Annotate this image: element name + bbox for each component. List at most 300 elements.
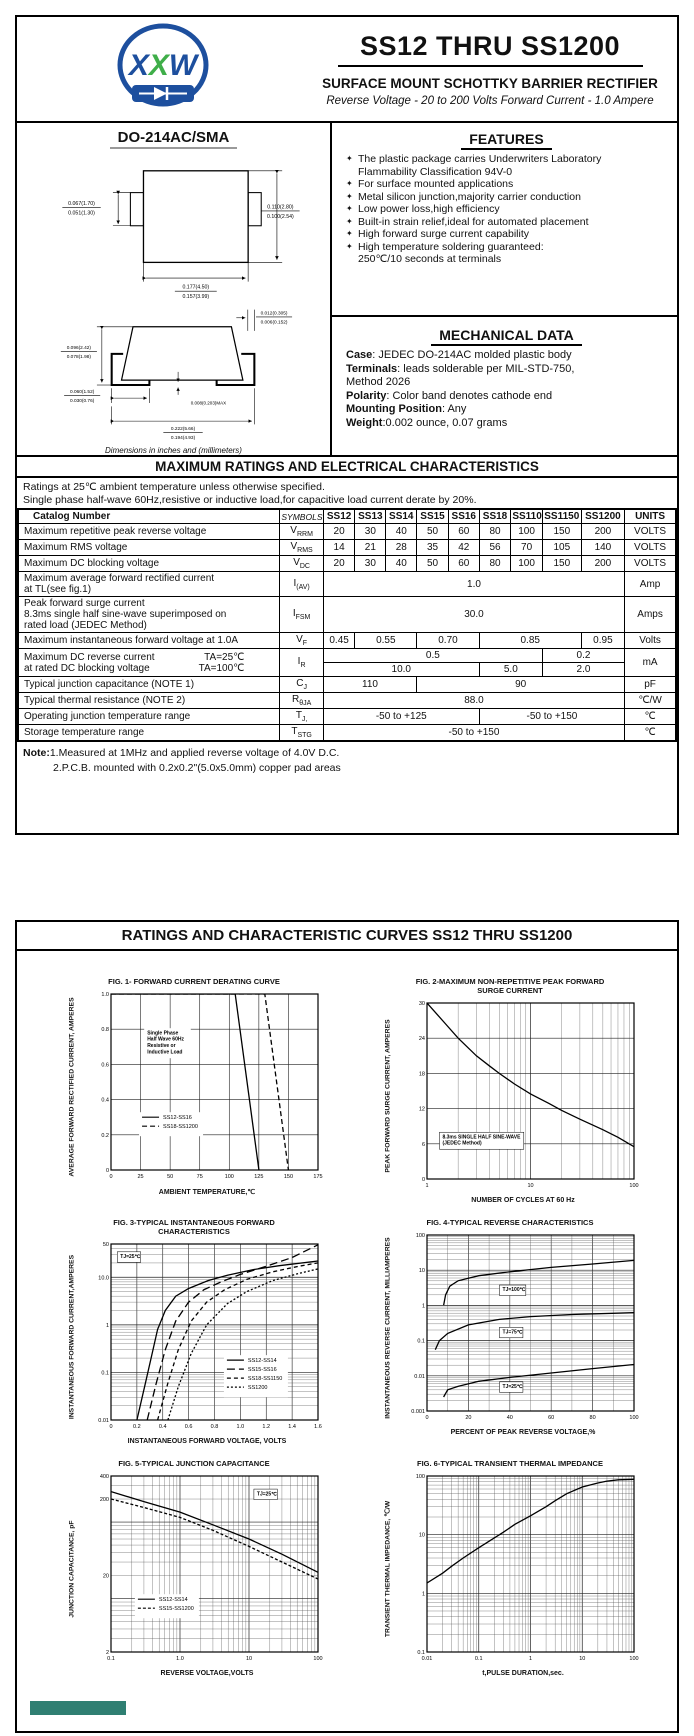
svg-text:0.6: 0.6 (184, 1424, 193, 1430)
svg-text:0.2: 0.2 (133, 1424, 141, 1430)
value-cell: 14 (323, 540, 355, 556)
part-header-cell: SS110 (512, 511, 542, 522)
value-cell: 50 (417, 556, 449, 572)
value-cell: -50 to +150 (323, 725, 624, 742)
svg-text:0.1: 0.1 (101, 1370, 109, 1377)
row-label-cell: Operating junction temperature range (18, 709, 280, 725)
part-header-cell: SS13 (355, 509, 386, 524)
value-cell: -50 to +125 (323, 709, 479, 725)
value-cell: 40 (386, 524, 417, 540)
svg-text:6: 6 (421, 1141, 425, 1148)
figure-title: FIG. 3-TYPICAL INSTANTANEOUS FORWARD CHARACTERISTICS (113, 1218, 275, 1236)
svg-text:1.2: 1.2 (262, 1424, 271, 1430)
value-cell: 30.0 (323, 597, 624, 633)
y-axis-label: TRANSIENT THERMAL IMPEDANCE, ℃/W (384, 1500, 392, 1638)
table-row (18, 649, 676, 663)
ratings-condition-line: Ratings at 25℃ ambient temperature unless otherwise specified. (23, 481, 325, 493)
svg-text:Resistive or: Resistive or (147, 1043, 176, 1049)
mechanical-item-text: : JEDEC DO-214AC molded plastic body (372, 349, 572, 361)
features-list (346, 153, 667, 266)
value-cell: 80 (479, 524, 511, 540)
svg-text:0.1: 0.1 (107, 1656, 115, 1662)
series-line (444, 1260, 634, 1305)
table-row (18, 540, 676, 556)
svg-text:10: 10 (418, 1532, 425, 1539)
feature-text: Low power loss,high efficiency (358, 203, 500, 215)
svg-text:0.01: 0.01 (421, 1656, 433, 1662)
svg-text:20: 20 (102, 1573, 109, 1580)
doc-tagline: Reverse Voltage - 20 to 200 Volts Forward Current - 1.0 Ampere (326, 95, 654, 107)
svg-text:0.096(2.42): 0.096(2.42) (66, 345, 91, 351)
svg-text:0.1: 0.1 (474, 1656, 483, 1662)
value-cell: 140 (581, 540, 624, 556)
part-header-cell: SS16 (448, 509, 479, 524)
y-axis-label: INSTANTANEOUS REVERSE CURRENT, MILLIAMPERES (384, 1237, 392, 1419)
svg-text:20: 20 (465, 1415, 472, 1421)
legend (224, 1355, 288, 1397)
value-cell: 200 (581, 524, 624, 540)
svg-text:200: 200 (99, 1497, 109, 1504)
svg-text:2: 2 (105, 1650, 109, 1656)
svg-text:0.2: 0.2 (101, 1132, 109, 1139)
feature-item (346, 203, 667, 216)
feature-text: High forward surge current capability (358, 228, 529, 240)
svg-text:0.067(1.70): 0.067(1.70) (67, 200, 95, 207)
feature-text: 250℃/10 seconds at terminals (358, 253, 502, 265)
svg-text:12: 12 (418, 1106, 425, 1113)
svg-text:0.157(3.99): 0.157(3.99) (181, 294, 209, 301)
svg-text:0.1: 0.1 (417, 1338, 425, 1345)
value-cell: 110 (323, 677, 416, 693)
row-label-cell: Maximum DC blocking voltage (18, 556, 280, 572)
part-header-cell: SS12 (323, 509, 355, 524)
table-row (18, 725, 676, 742)
mechanical-item (346, 390, 667, 404)
feature-item (346, 191, 667, 204)
feature-item (346, 228, 667, 241)
svg-text:0.6: 0.6 (101, 1062, 109, 1069)
svg-text:100: 100 (224, 1174, 234, 1180)
value-cell: 70 (511, 540, 543, 556)
svg-text:1.4: 1.4 (288, 1424, 296, 1430)
value-cell: 40 (386, 556, 417, 572)
value-cell: 30 (355, 524, 386, 540)
plot-fig5 (85, 1470, 329, 1668)
brand-logo (17, 17, 309, 121)
svg-text:0.177(4.50): 0.177(4.50) (181, 284, 209, 291)
legend (139, 1112, 203, 1136)
mechanical-item (346, 417, 667, 431)
value-cell: 5.0 (479, 663, 542, 677)
package-caption: Dimensions in inches and (millimeters) (105, 446, 242, 455)
feature-item (346, 178, 667, 191)
svg-text:0.078(1.98): 0.078(1.98) (66, 354, 91, 360)
svg-text:TJ=25℃: TJ=25℃ (256, 1491, 277, 1498)
svg-text:0: 0 (109, 1174, 113, 1180)
row-label-cell: Maximum RMS voltage (18, 540, 280, 556)
svg-text:18: 18 (418, 1071, 425, 1078)
figure-fig2 (355, 977, 665, 1204)
bullet-icon: ✦ (346, 216, 353, 226)
svg-text:0.008(0.203)MAX: 0.008(0.203)MAX (190, 400, 226, 406)
plot-fig1 (85, 988, 329, 1186)
svg-text:150: 150 (283, 1174, 294, 1180)
legend-label: SS12-SS14 (158, 1597, 188, 1604)
mechanical-item (346, 376, 667, 390)
unit-cell: Volts (625, 633, 676, 649)
legend-label: SS18-SS1150 (247, 1376, 283, 1383)
unit-cell: VOLTS (625, 540, 676, 556)
value-cell: 20 (323, 556, 355, 572)
bullet-icon: ✦ (346, 154, 353, 163)
legend-label: SS12-SS14 (247, 1358, 277, 1365)
value-cell: 0.45 (323, 633, 355, 649)
svg-text:0.060(1.52): 0.060(1.52) (69, 390, 94, 396)
series-line (111, 994, 259, 1170)
feature-item (346, 241, 667, 266)
mechanical-item-text: :0.002 ounce, 0.07 grams (382, 416, 508, 429)
value-cell: 60 (448, 556, 479, 572)
svg-text:24: 24 (418, 1036, 425, 1043)
brand-logo-icon (115, 23, 211, 115)
svg-text:XXW: XXW (128, 49, 198, 82)
symbol-cell: $C_J$ (280, 677, 323, 693)
text-column (332, 123, 677, 455)
features-heading: FEATURES (346, 131, 667, 147)
table-row (18, 597, 676, 633)
svg-text:TJ=75℃: TJ=75℃ (502, 1329, 523, 1336)
value-cell: 100 (511, 556, 543, 572)
svg-text:10: 10 (245, 1656, 253, 1662)
svg-text:0.110(2.80): 0.110(2.80) (266, 204, 294, 211)
value-cell: 30 (355, 556, 386, 572)
svg-text:1: 1 (421, 1591, 425, 1598)
legend-label: SS15-SS16 (247, 1367, 277, 1374)
package-name: DO-214AC/SMA (110, 129, 238, 149)
table-row (18, 524, 676, 540)
ratings-condition-line: Single phase half-wave 60Hz,resistive or inductive load,for capacitive load current derate by 20%. (23, 493, 477, 506)
doc-title: SS12 THRU SS1200 (359, 31, 621, 61)
mechanical-item (346, 349, 667, 363)
svg-text:50: 50 (102, 1242, 109, 1248)
row-label-cell: Storage temperature range (18, 725, 280, 742)
figure-grid (17, 951, 677, 1677)
units-header-cell: UNITS (625, 509, 676, 524)
value-cell: 150 (542, 556, 581, 572)
symbols-header-cell: SYMBOLS (280, 509, 323, 524)
package-outline-section (17, 123, 332, 455)
table-row (18, 633, 676, 649)
svg-text:0: 0 (109, 1424, 113, 1430)
catalog-header-cell: Catalog Number (18, 509, 280, 524)
symbol-cell: $V_F$ (280, 633, 323, 649)
symbol-cell: $V_{RMS}$ (280, 540, 323, 556)
value-cell: 1.0 (323, 572, 624, 597)
svg-text:0.006(0.152): 0.006(0.152) (260, 320, 288, 326)
svg-text:10.0: 10.0 (98, 1275, 109, 1282)
row-label-cell: Maximum DC reverse current TA=25℃ at rated DC blocking voltage TA=100℃ (18, 649, 280, 677)
body-columns (17, 123, 677, 455)
svg-text:0: 0 (421, 1177, 425, 1183)
value-cell: 88.0 (323, 693, 624, 709)
value-cell: 150 (542, 524, 581, 540)
y-axis-label: PEAK FORWARD SURGE CURRENT, AMPERES (384, 1019, 392, 1173)
mechanical-data-section (332, 315, 677, 455)
row-label-cell: Typical thermal resistance (NOTE 2) (18, 693, 280, 709)
table-row (18, 709, 676, 725)
legend-label: SS12-SS16 (163, 1115, 192, 1122)
value-cell: 42 (448, 540, 479, 556)
unit-cell: VOLTS (625, 524, 676, 540)
x-axis-label: REVERSE VOLTAGE,VOLTS (160, 1670, 254, 1677)
symbol-cell: $I_{FSM}$ (280, 597, 323, 633)
svg-text:0.030(0.76): 0.030(0.76) (69, 399, 94, 405)
ratings-table (17, 508, 677, 742)
svg-text:100: 100 (629, 1656, 639, 1662)
plot-fig4 (401, 1229, 645, 1427)
feature-item (346, 216, 667, 229)
svg-text:100: 100 (629, 1183, 639, 1189)
value-cell: 0.5 (323, 649, 542, 663)
value-cell: 80 (479, 556, 511, 572)
value-cell: 0.70 (417, 633, 480, 649)
value-cell: 0.2 (542, 649, 624, 663)
part-header-cell: SS1150 (544, 511, 580, 522)
svg-text:10: 10 (579, 1656, 586, 1662)
svg-text:0.222(5.66): 0.222(5.66) (170, 427, 195, 433)
value-cell: 35 (417, 540, 449, 556)
svg-text:1: 1 (425, 1183, 429, 1189)
plot-fig3 (85, 1238, 329, 1436)
value-cell: 56 (479, 540, 511, 556)
row-label-cell: Maximum repetitive peak reverse voltage (18, 524, 280, 540)
bullet-icon: ✦ (346, 241, 353, 251)
plot-annotation (254, 1489, 277, 1500)
bullet-icon: ✦ (346, 229, 353, 238)
package-top-view-drawing (43, 149, 305, 306)
legend-label: SS1200 (247, 1385, 268, 1392)
y-axis-label: AVERAGE FORWARD RECTIFIED CURRENT, AMPERES (68, 997, 76, 1177)
svg-text:0: 0 (425, 1415, 429, 1421)
symbol-cell: $V_{RRM}$ (280, 524, 323, 540)
plot-annotation (439, 1132, 523, 1149)
symbol-cell: $I_R$ (280, 649, 323, 677)
value-cell: 105 (542, 540, 581, 556)
value-cell: 2.0 (542, 663, 624, 677)
svg-text:0.8: 0.8 (210, 1424, 219, 1430)
mechanical-item-text: : Any (441, 403, 467, 415)
svg-text:400: 400 (99, 1474, 109, 1480)
value-cell: 60 (448, 524, 479, 540)
svg-text:1: 1 (528, 1656, 533, 1662)
mechanical-item-label: Terminals (346, 362, 398, 375)
figure-title: FIG. 4-TYPICAL REVERSE CHARACTERISTICS (426, 1218, 594, 1227)
header (17, 17, 677, 123)
plot-annotation (500, 1285, 526, 1296)
symbol-cell: $I_{(AV)}$ (280, 572, 323, 597)
svg-text:1.0: 1.0 (176, 1656, 184, 1662)
row-label-cell: Peak forward surge current 8.3ms single half sine-wave superimposed on rated load (JEDEC Method) (18, 597, 280, 633)
svg-text:125: 125 (254, 1174, 264, 1180)
svg-text:Single Phase: Single Phase (147, 1030, 179, 1037)
unit-cell: ℃/W (625, 693, 676, 709)
row-label-cell: Maximum average forward rectified current at TL(see fig.1) (18, 572, 280, 597)
value-cell: -50 to +150 (479, 709, 624, 725)
svg-text:TJ=25℃: TJ=25℃ (120, 1254, 141, 1260)
figure-fig3 (39, 1218, 349, 1445)
svg-text:0.1: 0.1 (417, 1650, 425, 1656)
bullet-icon: ✦ (346, 179, 353, 188)
value-cell: 20 (323, 524, 355, 540)
svg-text:8.3ms SINGLE HALF SINE-WAVE: 8.3ms SINGLE HALF SINE-WAVE (442, 1134, 521, 1141)
mechanical-item-text: : leads solderable per MIL-STD-750, (397, 362, 575, 375)
svg-text:50: 50 (167, 1174, 174, 1180)
figure-fig5 (39, 1459, 349, 1677)
svg-text:100: 100 (415, 1474, 425, 1480)
svg-text:10: 10 (527, 1183, 534, 1189)
figure-title: FIG. 5-TYPICAL JUNCTION CAPACITANCE (118, 1459, 270, 1468)
mechanical-item-text: : Color band denotes cathode end (386, 389, 553, 402)
svg-text:0.051(1.30): 0.051(1.30) (67, 210, 95, 217)
feature-text: Built-in strain relief,ideal for automated placement (358, 215, 589, 228)
svg-text:Half Wave 60Hz: Half Wave 60Hz (147, 1036, 184, 1043)
svg-text:80: 80 (589, 1415, 596, 1421)
plot-fig2 (401, 997, 645, 1195)
svg-text:0.4: 0.4 (101, 1097, 109, 1104)
figure-fig1 (39, 977, 349, 1204)
page-1 (15, 15, 679, 835)
svg-text:40: 40 (506, 1415, 513, 1421)
svg-text:0.8: 0.8 (101, 1027, 109, 1034)
svg-text:1.6: 1.6 (314, 1424, 322, 1430)
table-row (18, 572, 676, 597)
svg-text:25: 25 (137, 1174, 144, 1180)
svg-text:TJ=100℃: TJ=100℃ (502, 1287, 526, 1294)
value-cell: 10.0 (323, 663, 479, 677)
row-label-cell: Maximum instantaneous forward voltage at 1.0A (18, 633, 280, 649)
mechanical-item-text: Method 2026 (346, 376, 411, 388)
svg-text:100: 100 (629, 1415, 639, 1421)
mechanical-lines (346, 349, 667, 430)
svg-text:0.01: 0.01 (414, 1373, 425, 1380)
svg-text:0: 0 (105, 1168, 109, 1174)
value-cell: 50 (417, 524, 449, 540)
mechanical-item (346, 403, 667, 417)
svg-text:0.012(0.305): 0.012(0.305) (260, 311, 288, 317)
unit-cell: mA (625, 649, 676, 677)
plot-annotation (144, 1028, 191, 1058)
part-header-cell: SS18 (479, 509, 511, 524)
title-block (309, 17, 677, 121)
title-rule (338, 65, 643, 67)
mechanical-item-label: Weight (346, 416, 383, 429)
mechanical-item-label: Polarity (346, 389, 387, 402)
note-line: Note:1.Measured at 1MHz and applied reverse voltage of 4.0V D.C. (23, 747, 340, 759)
plot-annotation (117, 1252, 140, 1263)
bullet-icon: ✦ (346, 204, 353, 213)
unit-cell: ℃ (625, 725, 676, 742)
feature-text: The plastic package carries Underwriters Laboratory (358, 153, 602, 165)
value-cell: 28 (386, 540, 417, 556)
plot-annotation (500, 1327, 523, 1338)
series-line (111, 1492, 318, 1573)
note-line: 2.P.C.B. mounted with 0.2x0.2"(5.0x5.0mm) copper pad areas (53, 762, 341, 774)
svg-text:60: 60 (548, 1415, 555, 1421)
svg-text:0.4: 0.4 (158, 1424, 167, 1430)
plot-annotation (500, 1382, 523, 1393)
svg-text:1: 1 (421, 1303, 425, 1310)
unit-cell: Amp (625, 572, 676, 597)
y-axis-label: INSTANTANEOUS FORWARD CURRENT,AMPERES (68, 1254, 76, 1420)
svg-text:Inductive Load: Inductive Load (147, 1049, 183, 1056)
footer-accent-bar (30, 1701, 126, 1715)
value-cell: 0.95 (581, 633, 624, 649)
figure-title: FIG. 6-TYPICAL TRANSIENT THERMAL IMPEDANCE (417, 1459, 603, 1468)
part-header-cell: SS1200 (581, 509, 624, 524)
plot-fig6 (401, 1470, 645, 1668)
svg-text:10: 10 (418, 1268, 425, 1275)
bullet-icon: ✦ (346, 191, 353, 201)
symbol-cell: $V_{DC}$ (280, 556, 323, 572)
feature-item (346, 153, 667, 178)
svg-text:0.001: 0.001 (411, 1409, 425, 1415)
x-axis-label: NUMBER OF CYCLES AT 60 Hz (471, 1197, 575, 1204)
part-header-cell: SS14 (386, 509, 417, 524)
svg-text:100: 100 (415, 1233, 425, 1239)
svg-text:0.01: 0.01 (98, 1418, 109, 1424)
part-header-cell: SS15 (417, 509, 449, 524)
notes (17, 742, 677, 780)
svg-text:TJ=25℃: TJ=25℃ (502, 1384, 523, 1391)
value-cell: 100 (511, 524, 543, 540)
unit-cell: ℃ (625, 709, 676, 725)
features-section (332, 123, 677, 315)
figure-title: FIG. 2-MAXIMUM NON-REPETITIVE PEAK FORWARD SURGE CURRENT (415, 977, 605, 995)
y-axis-label: JUNCTION CAPACITANCE, pF (68, 1520, 76, 1618)
svg-text:30: 30 (418, 1001, 425, 1007)
mechanical-item (346, 363, 667, 377)
row-label-cell: Typical junction capacitance (NOTE 1) (18, 677, 280, 693)
svg-text:(JEDEC Method): (JEDEC Method) (442, 1140, 482, 1147)
svg-text:1: 1 (105, 1322, 109, 1329)
mechanical-item-label: Case (346, 349, 373, 361)
svg-text:0.194(4.93): 0.194(4.93) (170, 436, 195, 442)
svg-text:75: 75 (196, 1174, 203, 1180)
value-cell: 90 (417, 677, 625, 693)
feature-text: Metal silicon junction,majority carrier conduction (358, 190, 581, 203)
legend (135, 1594, 199, 1618)
figure-fig4 (355, 1218, 665, 1445)
feature-text: For surface mounted applications (358, 178, 514, 190)
figure-fig6 (355, 1459, 665, 1677)
unit-cell: pF (625, 677, 676, 693)
unit-cell: Amps (625, 597, 676, 633)
table-row (18, 677, 676, 693)
curves-heading: RATINGS AND CHARACTERISTIC CURVES SS12 THRU SS1200 (17, 922, 677, 951)
symbol-cell: $T_{STG}$ (280, 725, 323, 742)
table-header-row (18, 509, 676, 524)
mechanical-heading: MECHANICAL DATA (346, 327, 667, 343)
legend-label: SS15-SS1200 (158, 1606, 194, 1613)
table-row (18, 693, 676, 709)
doc-subtitle: SURFACE MOUNT SCHOTTKY BARRIER RECTIFIER (322, 76, 658, 91)
figure-title: FIG. 1- FORWARD CURRENT DERATING CURVE (108, 977, 280, 986)
ratings-conditions (17, 478, 677, 508)
page-2 (15, 920, 679, 1733)
value-cell: 200 (581, 556, 624, 572)
value-cell: 0.55 (355, 633, 417, 649)
table-row (18, 556, 676, 572)
